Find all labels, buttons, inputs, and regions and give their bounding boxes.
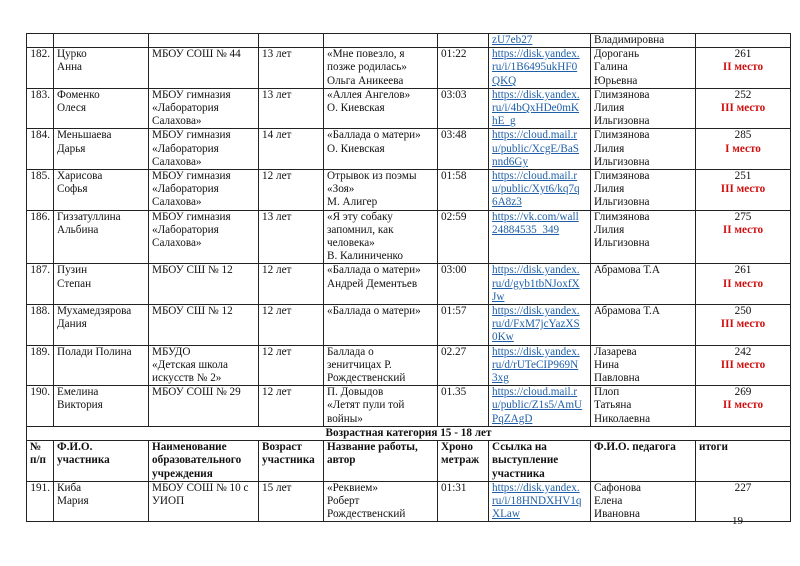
work-title: человека»	[327, 237, 375, 250]
cell-work	[324, 170, 438, 211]
header-link	[489, 441, 591, 482]
participant-name: Цурко	[57, 48, 87, 61]
teacher-name: Лилия	[594, 223, 625, 236]
cell-age	[259, 88, 324, 129]
participant-age: 12 лет	[262, 305, 292, 318]
cell-result	[696, 129, 791, 170]
cell-name	[54, 170, 149, 211]
cell-result	[696, 386, 791, 427]
duration: 03:03	[441, 88, 467, 101]
duration: 02.27	[441, 345, 467, 358]
cell-link	[489, 481, 591, 522]
performance-link[interactable]: zU7eb27	[492, 34, 533, 46]
work-title: «Аллея Ангелов»	[327, 88, 411, 101]
teacher-name: Лазарева	[594, 345, 637, 358]
cell-work	[324, 129, 438, 170]
cell-teacher	[591, 264, 696, 305]
cell-teacher	[591, 305, 696, 346]
work-title: Рождественский	[327, 508, 406, 521]
score: 275	[734, 210, 752, 223]
performance-link[interactable]: https://disk.yandex. ru/d/gyb1tbNJoxfX Jw	[492, 264, 580, 303]
performance-link[interactable]: https://cloud.mail.r u/public/Xyt6/kq7q 6A8z3	[492, 170, 580, 209]
performance-link[interactable]: https://cloud.mail.r u/public/Z1s5/AmU PqZAgD	[492, 386, 583, 425]
score: 285	[734, 129, 752, 142]
cell-duration	[438, 264, 489, 305]
header-result-label: итоги	[699, 441, 728, 454]
school-name: Салахова»	[152, 237, 202, 250]
work-title: «Зоя»	[327, 183, 355, 196]
cell-work	[324, 210, 438, 264]
school-name: Салахова»	[152, 155, 202, 168]
cell-link	[489, 170, 591, 211]
cell-duration	[438, 129, 489, 170]
performance-link[interactable]: https://cloud.mail.r u/public/XcgE/BaS nnd6Gy	[492, 129, 580, 168]
score: 252	[734, 88, 752, 101]
cell-teacher	[591, 386, 696, 427]
header-num	[27, 441, 54, 482]
score: 227	[734, 481, 752, 494]
header-school-label: образовательного	[152, 454, 242, 467]
cell-work	[324, 264, 438, 305]
cell-duration	[438, 210, 489, 264]
school-name: МБОУ СШ № 12	[152, 305, 233, 318]
cell-age	[259, 305, 324, 346]
header-duration	[438, 441, 489, 482]
cell-num	[27, 386, 54, 427]
teacher-name: Дорогань	[594, 48, 640, 61]
teacher-name: Сафонова	[594, 481, 641, 494]
participant-name: Меньшаева	[57, 129, 112, 142]
school-name: МБОУ гимназия	[152, 129, 231, 142]
header-num-label: п/п	[30, 454, 47, 467]
cell-num	[27, 88, 54, 129]
school-name: МБОУ СОШ № 44	[152, 48, 241, 61]
header-duration-label: метраж	[441, 454, 480, 467]
cell-school	[149, 170, 259, 211]
school-name: МБОУ СШ № 12	[152, 264, 233, 277]
participant-name: Емелина	[57, 386, 99, 399]
cell-teacher: Владимировна	[591, 34, 696, 48]
section-row	[27, 426, 791, 440]
school-name: «Лаборатория	[152, 102, 219, 115]
participant-name: Харисова	[57, 170, 103, 183]
participant-name: Софья	[57, 183, 88, 196]
teacher-name: Глимзянова	[594, 210, 650, 223]
participant-name: Киба	[57, 481, 82, 494]
continuation-row	[27, 34, 791, 48]
cell-age	[259, 264, 324, 305]
header-age-label: участника	[262, 454, 315, 467]
cell-link	[489, 386, 591, 427]
teacher-name: Галина	[594, 61, 628, 74]
cell-link	[489, 264, 591, 305]
row-number: 190.	[30, 386, 50, 399]
school-name: «Лаборатория	[152, 142, 219, 155]
cell-result	[696, 264, 791, 305]
school-name: МБОУ СОШ № 29	[152, 386, 241, 399]
cell-link	[489, 210, 591, 264]
header-age-label: Возраст	[262, 441, 302, 454]
header-name-label: участника	[57, 454, 110, 467]
cell-name	[54, 386, 149, 427]
performance-link[interactable]: https://vk.com/wall 24884535_349	[492, 210, 579, 236]
header-link-label: выступление	[492, 454, 559, 467]
header-num-label: №	[30, 441, 42, 454]
cell-teacher	[591, 48, 696, 89]
participant-name: Дания	[57, 318, 87, 331]
work-title: «Мне повезло, я	[327, 48, 405, 61]
row-number: 187.	[30, 264, 50, 277]
cell-school	[149, 386, 259, 427]
cell-duration	[438, 345, 489, 386]
score: 261	[734, 264, 752, 277]
score: 261	[734, 48, 752, 61]
work-title: Ольга Аникеева	[327, 74, 404, 87]
work-title: О. Киевская	[327, 102, 385, 115]
participant-name: Дарья	[57, 142, 86, 155]
place-badge: III место	[720, 358, 766, 371]
work-title: «Баллада о матери»	[327, 264, 421, 277]
cell-link	[489, 129, 591, 170]
cell-school	[149, 48, 259, 89]
work-title: М. Алигер	[327, 196, 378, 209]
cell-name	[54, 345, 149, 386]
cell-link	[489, 48, 591, 89]
place-badge: I место	[725, 142, 761, 155]
work-title: «Я эту собаку	[327, 210, 393, 223]
cell-work	[324, 305, 438, 346]
header-teacher-label: Ф.И.О. педагога	[594, 441, 676, 454]
work-title: Баллада о	[327, 345, 374, 358]
row-number: 184.	[30, 129, 50, 142]
cell-name	[54, 129, 149, 170]
header-age	[259, 441, 324, 482]
duration: 03:48	[441, 129, 467, 142]
school-name: МБОУ гимназия	[152, 88, 231, 101]
place-badge: III место	[720, 102, 766, 115]
teacher-name: Ильгизовна	[594, 115, 650, 128]
cell-work	[324, 48, 438, 89]
participant-name: Анна	[57, 61, 83, 74]
cell-name	[54, 264, 149, 305]
cell-school	[149, 88, 259, 129]
school-name: УИОП	[152, 494, 185, 507]
participant-age: 12 лет	[262, 170, 292, 183]
school-name: «Лаборатория	[152, 183, 219, 196]
teacher-name: Татьяна	[594, 399, 632, 412]
header-school-label: Наименование	[152, 441, 227, 454]
cell-num	[27, 48, 54, 89]
table-row	[27, 48, 791, 89]
table-row	[27, 481, 791, 522]
work-title: зенитчицах Р.	[327, 358, 392, 371]
participant-age: 15 лет	[262, 481, 292, 494]
participant-name: Полади Полина	[57, 345, 132, 358]
duration: 01.35	[441, 386, 467, 399]
duration: 03:00	[441, 264, 467, 277]
header-name	[54, 441, 149, 482]
school-name: искусств № 2»	[152, 372, 222, 385]
cell-school	[149, 345, 259, 386]
work-title: «Баллада о матери»	[327, 129, 421, 142]
cell-work	[324, 34, 438, 48]
teacher-name: Абрамова Т.А	[594, 305, 660, 318]
teacher-name: Нина	[594, 358, 620, 371]
cell-name	[54, 210, 149, 264]
participant-age: 12 лет	[262, 264, 292, 277]
participant-age: 12 лет	[262, 345, 292, 358]
cell-work	[324, 345, 438, 386]
work-title: запомнил, как	[327, 223, 394, 236]
cell-duration	[438, 88, 489, 129]
participant-age: 12 лет	[262, 386, 292, 399]
header-duration-label: Хроно	[441, 441, 473, 454]
cell-school	[149, 264, 259, 305]
teacher-name: Ивановна	[594, 508, 640, 521]
row-number: 183.	[30, 88, 50, 101]
cell-result	[696, 481, 791, 522]
cell-result	[696, 48, 791, 89]
cell-result	[696, 170, 791, 211]
cell-num	[27, 305, 54, 346]
cell-school	[149, 34, 259, 48]
participant-age: 13 лет	[262, 48, 292, 61]
table-row	[27, 129, 791, 170]
teacher-name: Абрамова Т.А	[594, 264, 660, 277]
cell-num	[27, 481, 54, 522]
teacher-name: Глимзянова	[594, 88, 650, 101]
teacher-name: Лилия	[594, 142, 625, 155]
cell-result	[696, 345, 791, 386]
row-number: 188.	[30, 305, 50, 318]
work-title: В. Калиниченко	[327, 250, 404, 263]
table-row	[27, 88, 791, 129]
school-name: «Лаборатория	[152, 223, 219, 236]
cell-age	[259, 345, 324, 386]
participant-name: Альбина	[57, 223, 99, 236]
cell-school	[149, 129, 259, 170]
work-title: Роберт	[327, 494, 360, 507]
duration: 01:58	[441, 170, 467, 183]
place-badge: II место	[722, 223, 764, 236]
work-title: позже родилась»	[327, 61, 407, 74]
cell-teacher	[591, 129, 696, 170]
cell-duration	[438, 386, 489, 427]
teacher-name: Ильгизовна	[594, 155, 650, 168]
teacher-name: Лилия	[594, 183, 625, 196]
cell-num	[27, 210, 54, 264]
place-badge: II место	[722, 399, 764, 412]
teacher-name: Николаевна	[594, 412, 651, 425]
cell-teacher	[591, 88, 696, 129]
work-title: «Баллада о матери»	[327, 305, 421, 318]
participant-age: 13 лет	[262, 88, 292, 101]
school-name: Салахова»	[152, 115, 202, 128]
cell-name	[54, 481, 149, 522]
cell-num	[27, 264, 54, 305]
school-name: МБОУ гимназия	[152, 210, 231, 223]
place-badge: II место	[722, 61, 764, 74]
cell-name	[54, 34, 149, 48]
cell-age	[259, 210, 324, 264]
table-row	[27, 210, 791, 264]
performance-link[interactable]: https://disk.yandex. ru/i/1B6495ukHF0 QKQ	[492, 48, 580, 87]
cell-link	[489, 345, 591, 386]
cell-school	[149, 481, 259, 522]
header-teacher	[591, 441, 696, 482]
cell-result	[696, 88, 791, 129]
cell-link	[489, 305, 591, 346]
teacher-name: Лилия	[594, 102, 625, 115]
teacher-name: Глимзянова	[594, 170, 650, 183]
score: 242	[734, 345, 752, 358]
score: 269	[734, 386, 752, 399]
participant-name: Мухамедзярова	[57, 305, 132, 318]
cell-result	[696, 305, 791, 346]
header-work-label: Название работы,	[327, 441, 418, 454]
cell-age	[259, 48, 324, 89]
work-title: «Реквием»	[327, 481, 378, 494]
cell-teacher	[591, 170, 696, 211]
work-title: Рождественский	[327, 372, 406, 385]
table-row	[27, 170, 791, 211]
teacher-name: Ильгизовна	[594, 237, 650, 250]
cell-age	[259, 34, 324, 48]
cell-teacher	[591, 481, 696, 522]
teacher-name: Глимзянова	[594, 129, 650, 142]
header-link-label: Ссылка на	[492, 441, 547, 454]
work-title: «Летят пули той	[327, 399, 405, 412]
cell-link	[489, 88, 591, 129]
row-number: 185.	[30, 170, 50, 183]
cell-num	[27, 129, 54, 170]
participant-name: Фоменко	[57, 88, 100, 101]
school-name: МБУДО	[152, 345, 191, 358]
table-row	[27, 264, 791, 305]
row-number: 189.	[30, 345, 50, 358]
header-result	[696, 441, 791, 482]
table-row	[27, 345, 791, 386]
score: 250	[734, 305, 752, 318]
score: 251	[734, 170, 752, 183]
table-row	[27, 305, 791, 346]
header-row	[27, 441, 791, 482]
cell-work	[324, 481, 438, 522]
place-badge: III место	[720, 318, 766, 331]
header-school-label: учреждения	[152, 467, 213, 480]
cell-age	[259, 170, 324, 211]
cell-duration	[438, 34, 489, 48]
cell-work	[324, 88, 438, 129]
row-number: 191.	[30, 481, 50, 494]
header-work	[324, 441, 438, 482]
cell-result	[696, 210, 791, 264]
school-name: МБОУ гимназия	[152, 170, 231, 183]
school-name: «Детская школа	[152, 358, 228, 371]
participant-name: Пузин	[57, 264, 88, 277]
participant-name: Олеся	[57, 102, 87, 115]
work-title: Отрывок из поэмы	[327, 170, 417, 183]
teacher-name: Елена	[594, 494, 623, 507]
place-badge: II место	[722, 277, 764, 290]
header-name-label: Ф.И.О.	[57, 441, 93, 454]
cell-name	[54, 305, 149, 346]
teacher-name: Плоп	[594, 386, 620, 399]
cell-duration	[438, 305, 489, 346]
header-link-label: участника	[492, 467, 545, 480]
participant-name: Гиззатуллина	[57, 210, 121, 223]
work-title: О. Киевская	[327, 142, 385, 155]
performance-link[interactable]: https://disk.yandex. ru/d/rUTeCIP969N 3xg	[492, 345, 580, 385]
cell-age	[259, 386, 324, 427]
row-number: 186.	[30, 210, 50, 223]
section-title: Возрастная категория 15 - 18 лет	[27, 426, 791, 440]
participant-age: 13 лет	[262, 210, 292, 223]
teacher-name: Ильгизовна	[594, 196, 650, 209]
cell-result	[696, 34, 791, 48]
performance-link[interactable]: https://disk.yandex. ru/i/4bQxHDe0mK hE_g	[492, 88, 580, 128]
cell-num	[27, 34, 54, 48]
work-title: Андрей Дементьев	[327, 277, 418, 290]
teacher-name: Павловна	[594, 372, 640, 385]
school-name: МБОУ СОШ № 10 с	[152, 481, 249, 494]
school-name: Салахова»	[152, 196, 202, 209]
performance-link[interactable]: https://disk.yandex. ru/d/FxM7jcYazXS 0Kw	[492, 305, 580, 344]
cell-num	[27, 170, 54, 211]
cell-teacher	[591, 210, 696, 264]
work-title: П. Довыдов	[327, 386, 384, 399]
row-number: 182.	[30, 48, 50, 61]
page-number: 19	[732, 515, 743, 527]
performance-link[interactable]: https://disk.yandex. ru/i/18HNDXHV1q XLaw	[492, 481, 582, 521]
duration: 02:59	[441, 210, 467, 223]
cell-link	[489, 34, 591, 48]
cell-teacher	[591, 345, 696, 386]
participants-table	[26, 33, 791, 522]
duration: 01:57	[441, 305, 467, 318]
participant-name: Мария	[57, 494, 89, 507]
cell-age	[259, 481, 324, 522]
work-title: войны»	[327, 412, 363, 425]
participant-age: 14 лет	[262, 129, 292, 142]
header-school	[149, 441, 259, 482]
cell-duration	[438, 170, 489, 211]
duration: 01:31	[441, 481, 467, 494]
cell-duration	[438, 48, 489, 89]
cell-name	[54, 48, 149, 89]
cell-work	[324, 386, 438, 427]
cell-age	[259, 129, 324, 170]
header-work-label: автор	[327, 454, 356, 467]
participant-name: Степан	[57, 277, 92, 290]
duration: 01:22	[441, 48, 467, 61]
participant-name: Виктория	[57, 399, 103, 412]
cell-name	[54, 88, 149, 129]
teacher-name: Юрьевна	[594, 74, 638, 87]
cell-duration	[438, 481, 489, 522]
cell-num	[27, 345, 54, 386]
cell-school	[149, 305, 259, 346]
place-badge: III место	[720, 183, 766, 196]
table-row	[27, 386, 791, 427]
cell-school	[149, 210, 259, 264]
